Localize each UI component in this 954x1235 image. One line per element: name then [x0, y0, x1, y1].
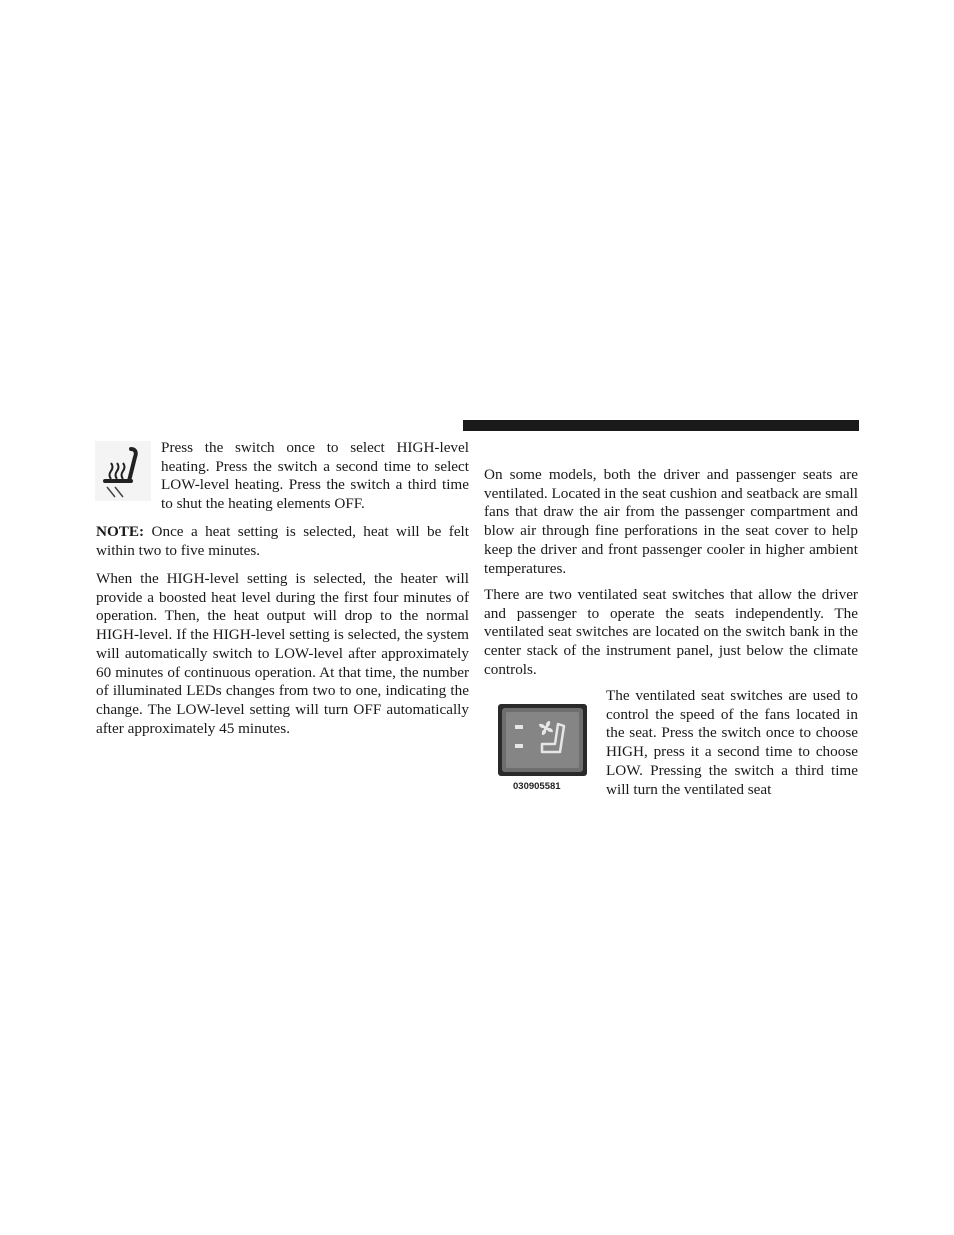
figure-code: 030905581	[513, 781, 561, 792]
note-text: Once a heat setting is selected, heat will be felt within two to five minutes.	[96, 523, 469, 559]
note-paragraph	[96, 523, 469, 560]
section-header-bar	[463, 420, 859, 431]
heated-seat-icon	[95, 441, 151, 501]
high-level-paragraph: When the HIGH-level setting is selected, the heater will provide a boosted heat level during the first four minutes of operation. Then, the heat output will drop to the normal HIGH-level. If the HIGH-level setting is selected, the system will automatically switch to LOW-level after approximately 60 minutes of continuous operation. At that time, the number of illuminated LEDs changes from two to one, indicating the change. The LOW-level setting will turn OFF automatically after approximately 45 minutes.	[96, 570, 469, 737]
note-label: NOTE:	[96, 523, 145, 540]
ventilated-seats-intro-paragraph: On some models, both the driver and passenger seats are ventilated. Located in the seat cushion and seatback are small fans that draw the air from the passenger compartment and blow air through fine perforations in the seat cover to help keep the driver and front passenger cooler in higher ambient temperatures.	[484, 466, 858, 577]
ventilated-usage-paragraph: The ventilated seat switches are used to control the speed of the fans located in the seat. Press the switch once to choose HIGH, press it a second time to choose LOW. Pressing the switch a third time will turn the ventilated seat	[606, 687, 858, 798]
heat-instructions-paragraph: Press the switch once to select HIGH-level heating. Press the switch a second time to select LOW-level heating. Press the switch a third time to shut the heating elements OFF.	[161, 439, 469, 513]
ventilated-switches-paragraph: There are two ventilated seat switches that allow the driver and passenger to operate the seats independently. The ventilated seat switches are located on the switch bank in the center stack of the instrument panel, just below the climate controls.	[484, 586, 858, 678]
ventilated-seat-switch-icon	[498, 704, 587, 776]
